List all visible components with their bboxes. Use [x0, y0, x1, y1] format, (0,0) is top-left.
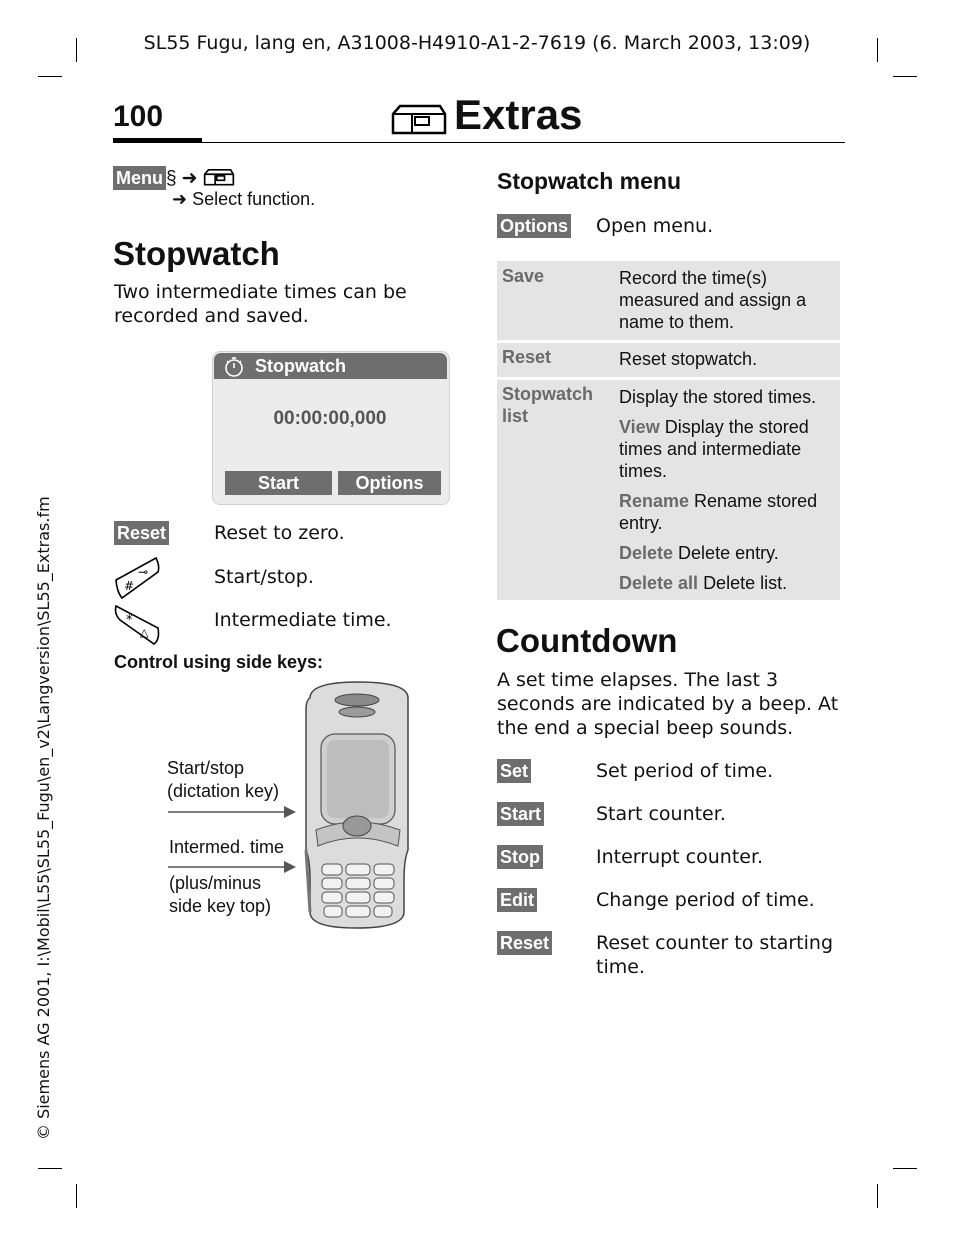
row-value: [619, 386, 837, 602]
crop-mark: [38, 76, 62, 77]
stopwatch-intro: Two intermediate times can be recorded and saved.: [114, 281, 407, 327]
table-row: [497, 261, 840, 340]
running-head: SL55 Fugu, lang en, A31008-H4910-A1-2-7619 (6. March 2003, 13:09): [143, 32, 811, 54]
set-softkey: Set: [497, 759, 531, 783]
options-desc: Open menu.: [596, 215, 714, 237]
reset-softkey: Reset: [114, 521, 169, 545]
reset-countdown-desc: Reset counter to starting time.: [596, 932, 834, 978]
start-softkey-label: Start: [497, 802, 544, 826]
label-intermed: Intermed. time: [169, 837, 285, 857]
crop-mark: [893, 1168, 917, 1169]
phone-screen: [212, 351, 450, 505]
select-function-text: ➜ Select function.: [172, 189, 316, 209]
arrow-icon: ➜: [181, 168, 198, 189]
reset-softkey-countdown: Reset: [497, 931, 552, 955]
start-desc: Start counter.: [596, 803, 726, 825]
call-key-icon: [114, 556, 162, 600]
subitem-rename: Rename Rename stored entry.: [619, 491, 818, 533]
crop-mark: [877, 1184, 878, 1208]
table-row: [497, 343, 840, 377]
subitem-delete-all: Delete all Delete list.: [619, 573, 788, 593]
row-key: Reset: [502, 347, 552, 367]
svg-text:*: *: [126, 613, 133, 628]
crop-mark: [38, 1168, 62, 1169]
stop-desc: Interrupt counter.: [596, 846, 764, 868]
key-item-end: [114, 600, 454, 646]
countdown-item-reset: [497, 931, 840, 981]
options-softkey[interactable]: Options: [338, 471, 441, 495]
call-key-desc: Start/stop.: [214, 566, 314, 588]
row-desc: Display the stored times.: [619, 387, 817, 407]
stopwatch-title: Stopwatch: [113, 235, 280, 272]
row-value: Reset stopwatch.: [619, 349, 758, 369]
row-value: Record the time(s) measured and assign a name to them.: [619, 268, 807, 332]
countdown-title: Countdown: [496, 622, 678, 659]
table-row: [497, 380, 840, 600]
stopwatch-icon: [223, 356, 245, 378]
countdown-item-start: [497, 802, 840, 828]
phone-illustration: [160, 680, 420, 940]
svg-text:△: △: [140, 626, 149, 639]
start-softkey[interactable]: Start: [225, 471, 332, 495]
countdown-item-edit: [497, 888, 840, 914]
edit-desc: Change period of time.: [596, 889, 815, 911]
countdown-item-stop: [497, 845, 840, 871]
countdown-item-set: [497, 759, 840, 785]
key-item-reset: [114, 521, 454, 547]
screen-time: 00:00:00,000: [273, 408, 387, 429]
subitem-view: View Display the stored times and intermediate times.: [619, 417, 809, 481]
toolbox-icon: [390, 102, 448, 136]
label-plus-minus: (plus/minus side key top): [169, 873, 272, 916]
menu-softkey: Menu: [113, 166, 166, 190]
row-key: Stopwatch list: [502, 384, 594, 426]
stop-softkey: Stop: [497, 845, 543, 869]
side-keys-heading: Control using side keys:: [114, 652, 324, 672]
chapter-title: Extras: [454, 91, 583, 138]
svg-text:⊸: ⊸: [138, 565, 149, 579]
crop-mark: [76, 1184, 77, 1208]
vertical-side-text: © Siemens AG 2001, I:\Mobil\L55\SL55_Fugu\en_v2\Langversion\SL55_Extras.fm: [34, 496, 53, 1140]
end-key-desc: Intermediate time.: [214, 609, 392, 631]
svg-text:#: #: [124, 579, 135, 593]
screen-title: Stopwatch: [255, 356, 347, 376]
crop-mark: [893, 76, 917, 77]
options-softkey-label: Options: [497, 214, 571, 238]
row-key: Save: [502, 266, 545, 286]
menu-suffix: §: [166, 168, 177, 189]
stopwatch-menu-heading: Stopwatch menu: [497, 168, 682, 194]
set-desc: Set period of time.: [596, 760, 774, 782]
end-key-icon: [114, 602, 162, 646]
label-start-stop: Start/stop (dictation key): [167, 758, 280, 801]
key-item-call: [114, 556, 454, 600]
reset-desc: Reset to zero.: [214, 522, 345, 544]
header-rule: [113, 142, 845, 143]
toolbox-icon: [203, 167, 235, 187]
screen-title-bar: [214, 353, 447, 379]
page-number: 100: [113, 100, 164, 133]
subitem-delete: Delete Delete entry.: [619, 543, 779, 563]
options-item: [497, 214, 840, 240]
countdown-intro: A set time elapses. The last 3 seconds are indicated by a beep. At the end a special beep sounds.: [497, 669, 839, 739]
edit-softkey: Edit: [497, 888, 537, 912]
